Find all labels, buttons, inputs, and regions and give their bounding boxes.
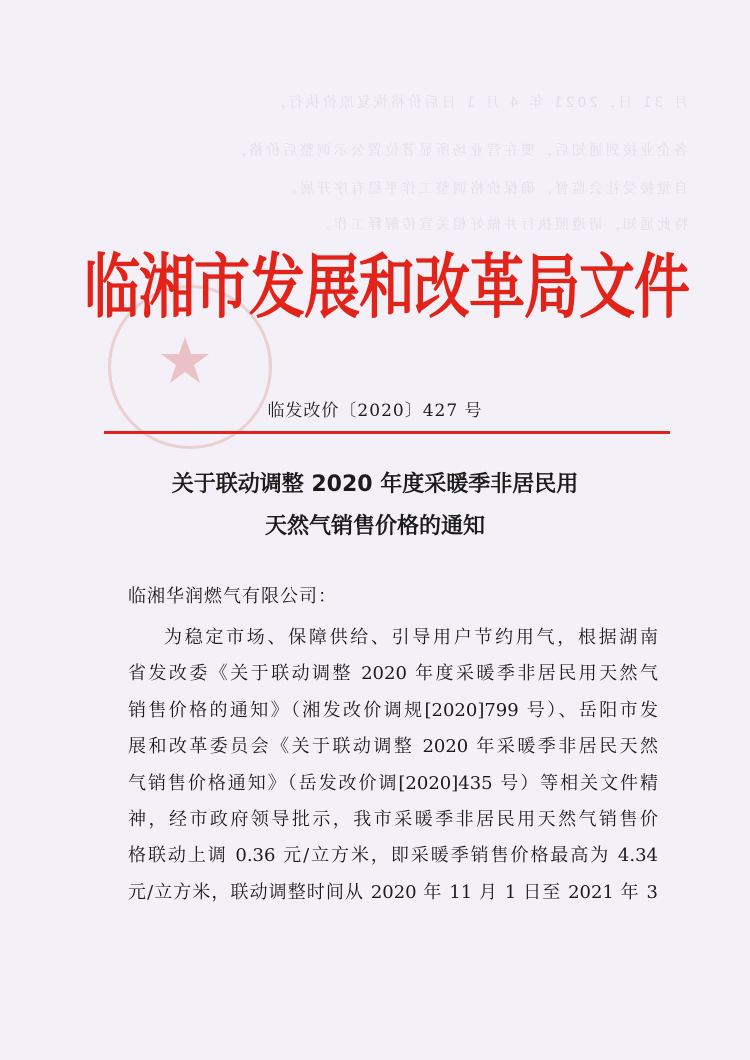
body-line: 销售价格的通知》（湘发改价调规[2020]799 号）、岳阳市发 bbox=[128, 699, 658, 721]
body-line: 格联动上调 0.36 元/立方米，即采暖季销售价格最高为 4.34 bbox=[128, 845, 658, 867]
bleed-through-line: 各企业接到通知后，要在营业场所显著位置公示调整后价格， bbox=[229, 143, 688, 159]
notice-title bbox=[60, 464, 690, 548]
issuing-authority-header: 临湘市发展和改革局文件 bbox=[84, 245, 689, 329]
body-line: 元/立方米，联动调整时间从 2020 年 11 月 1 日至 2021 年 3 bbox=[128, 881, 658, 903]
notice-title-line-1: 关于联动调整 2020 年度采暖季非居民用 bbox=[171, 472, 579, 497]
body-line: 展和改革委员会《关于联动调整 2020 年采暖季非居民天然 bbox=[128, 736, 658, 758]
document-number: 临发改价〔2020〕427 号 bbox=[267, 401, 483, 421]
body-line: 为稳定市场、保障供给、引导用户节约用气，根据湖南 bbox=[164, 627, 658, 648]
bleed-through-line: 月 31 日，2021 年 4 月 1 日后价格恢复原价执行， bbox=[268, 95, 688, 111]
bleed-through-line: 自觉接受社会监督，确保价格调整工作平稳有序开展。 bbox=[280, 181, 688, 197]
body-line: 气销售价格通知》（岳发改价调[2020]435 号）等相关文件精 bbox=[128, 772, 658, 794]
seal-star-icon bbox=[160, 335, 210, 385]
bleed-through-line: 特此通知，请遵照执行并做好相关宣传解释工作。 bbox=[314, 217, 688, 233]
red-divider bbox=[104, 431, 670, 434]
notice-body bbox=[128, 620, 658, 911]
body-line: 省发改委《关于联动调整 2020 年度采暖季非居民用天然气 bbox=[128, 663, 658, 685]
addressee: 临湘华润燃气有限公司： bbox=[128, 586, 337, 607]
body-line: 神，经市政府领导批示，我市采暖季非居民用天然气销售价 bbox=[128, 809, 658, 831]
notice-title-line-2: 天然气销售价格的通知 bbox=[264, 514, 485, 539]
